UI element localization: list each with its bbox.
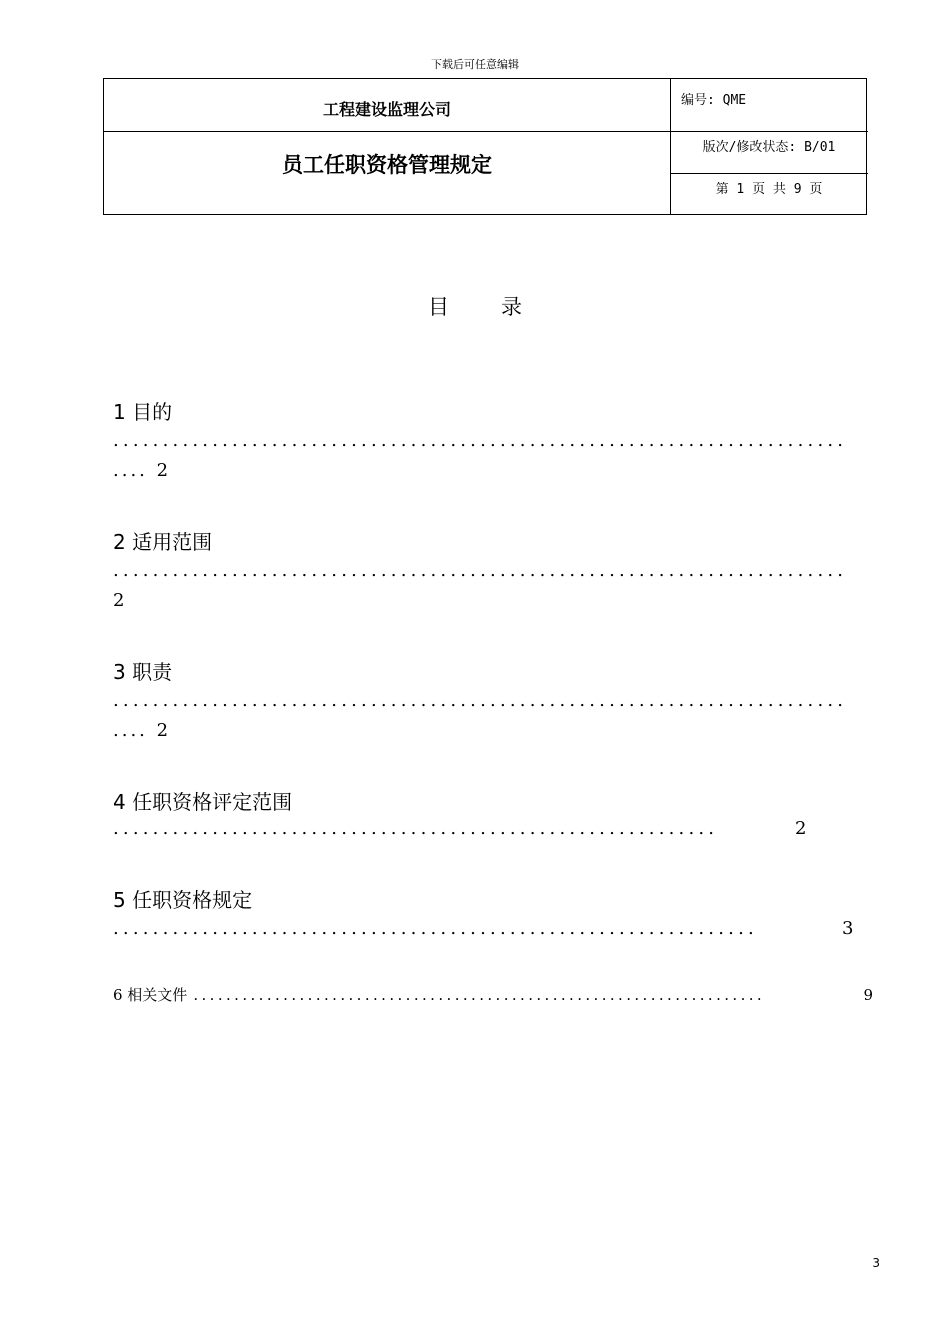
toc-entry-2-label[interactable]: 2 适用范围 (113, 530, 213, 554)
toc-entry-6-page: 9 (863, 986, 873, 1004)
toc-entry-1-label[interactable]: 1 目的 (113, 400, 173, 424)
toc-entry-6-leader: ...................................................................... (193, 986, 766, 1004)
toc-entry-1-page: 2 (156, 460, 172, 481)
toc-entry-3-label[interactable]: 3 职责 (113, 660, 173, 684)
toc-entry-1-cont: .... 2 (113, 460, 172, 481)
toc-entry-4-page: 2 (795, 818, 807, 839)
toc-title: 目录 (428, 295, 574, 319)
toc-entry-2-page: 2 (113, 590, 128, 611)
page-count: 第 1 页 共 9 页 (715, 182, 823, 197)
toc-entry-6[interactable] (113, 984, 873, 1005)
toc-entry-2-leader: .......................................................................... (113, 560, 848, 581)
toc-entry-5-label[interactable]: 5 任职资格规定 (113, 888, 253, 912)
toc-entry-2-cont (113, 590, 127, 611)
toc-entry-4-leader: ............................................................. (113, 818, 719, 839)
company-name: 工程建设监理公司 (322, 100, 451, 119)
page-number: 3 (872, 1256, 880, 1270)
toc-entry-3-leader: .......................................................................... (113, 690, 848, 711)
toc-entry-5-leader: ................................................................. (113, 918, 758, 939)
revision-status: 版次/修改状态: B/01 (702, 140, 836, 155)
document-header-table (103, 78, 867, 215)
download-note: 下载后可任意编辑 (431, 58, 519, 71)
document-title: 员工任职资格管理规定 (282, 153, 492, 177)
toc-entry-6-label: 6 相关文件 (113, 986, 188, 1004)
toc-entry-5-page: 3 (842, 918, 854, 939)
toc-entry-1-leader: .......................................................................... (113, 430, 848, 451)
toc-entry-4-label[interactable]: 4 任职资格评定范围 (113, 790, 293, 814)
toc-entry-3-page: 2 (156, 720, 172, 741)
document-code: 编号: QME (681, 93, 747, 108)
toc-entry-3-cont: .... 2 (113, 720, 172, 741)
